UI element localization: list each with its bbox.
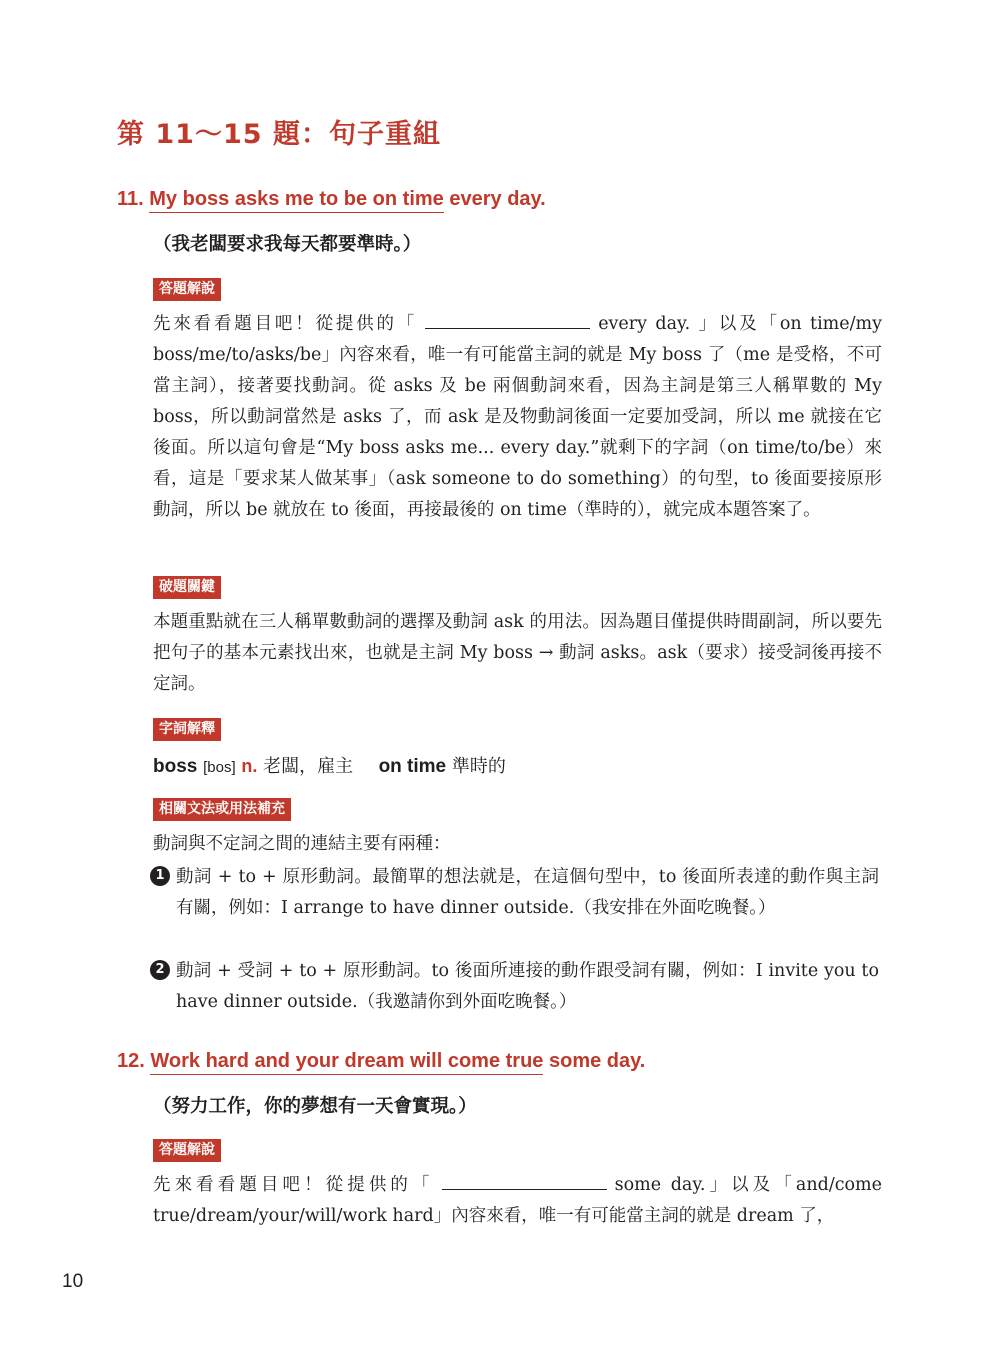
grammar-list-item: 2 動詞 + 受詞 + to + 原形動詞。to 後面所連接的動作跟受詞有關，例如：I invite you to have dinner outside.（我邀請你到外面吃晚餐。） [150, 956, 879, 1018]
vocab-definition: 老闆，雇主 [263, 756, 354, 777]
vocab-phonetic: [bos] [203, 759, 236, 776]
question-number: 12. [117, 1050, 145, 1072]
badge-key-point: 破題關鍵 [153, 576, 221, 599]
badge-grammar-supplement: 相關文法或用法補充 [153, 798, 291, 821]
badge-answer-explanation: 答題解說 [153, 278, 221, 301]
vocab-word: boss [153, 756, 198, 777]
explanation-paragraph: 先來看看題目吧！從提供的「 every day. 」以及「on time/my boss/me/to/asks/be」內容來看，唯一有可能當主詞的就是 My boss 了（me 是受格，不可當主詞），接著要找動詞。從 asks 及 be 兩個動詞來看，因為主詞是第三人稱單數的 My boss，所以動詞當然是 asks 了，而 ask 是及物動詞後面一定要加受詞，所以 me 就接在它後面。所以這句會是“My boss asks me... every day.”就剩下的字詞（on time/to/be）來看，這是「要求某人做某事」（ask someone to do something）的句型，to 後面要接原形動詞，所以 be 就放在 to 後面，再接最後的 on time（準時的），就完成本題答案了。 [153, 314, 882, 520]
vocabulary-line [153, 752, 506, 778]
answer-underlined: Work hard and your dream will come true [150, 1050, 543, 1075]
question-12-heading [117, 1050, 645, 1073]
badge-answer-explanation: 答題解說 [153, 1139, 221, 1162]
question-11-translation: （我老闆要求我每天都要準時。） [153, 234, 422, 255]
vocab-word: on time [378, 756, 447, 777]
given-part: some day. [549, 1050, 646, 1072]
explanation-paragraph: 先來看看題目吧！從提供的「 some day.」以及「and/come true/dream/your/will/work hard」內容來看，唯一有可能當主詞的就是 dream 了， [153, 1175, 882, 1226]
grammar-list-item: 1 動詞 + to + 原形動詞。最簡單的想法就是，在這個句型中，to 後面所表達的動作與主詞有關，例如：I arrange to have dinner outside.（我安排在外面吃晚餐。） [150, 862, 879, 924]
question-12-translation: （努力工作，你的夢想有一天會實現。） [153, 1096, 477, 1117]
question-number: 11. [117, 188, 144, 210]
answer-blank [425, 312, 590, 329]
page-number: 10 [62, 1271, 84, 1292]
given-part: every day. [449, 188, 546, 210]
key-point-paragraph: 本題重點就在三人稱單數動詞的選擇及動詞 ask 的用法。因為題目僅提供時間副詞，所以要先把句子的基本元素找出來，也就是主詞 My boss → 動詞 asks。ask（要求）接受詞後再接不定詞。 [153, 612, 882, 694]
page-title: 第 11～15 題：句子重組 [117, 119, 441, 150]
answer-blank [442, 1173, 607, 1190]
vocab-part-of-speech: n. [241, 756, 258, 776]
number-marker-icon: 1 [150, 866, 170, 886]
number-marker-icon: 2 [150, 960, 170, 980]
badge-vocabulary: 字詞解釋 [153, 718, 221, 741]
answer-underlined: My boss asks me to be on time [149, 188, 444, 213]
vocab-definition: 準時的 [451, 756, 506, 777]
question-11-heading [117, 188, 546, 211]
grammar-intro: 動詞與不定詞之間的連結主要有兩種： [153, 834, 451, 854]
